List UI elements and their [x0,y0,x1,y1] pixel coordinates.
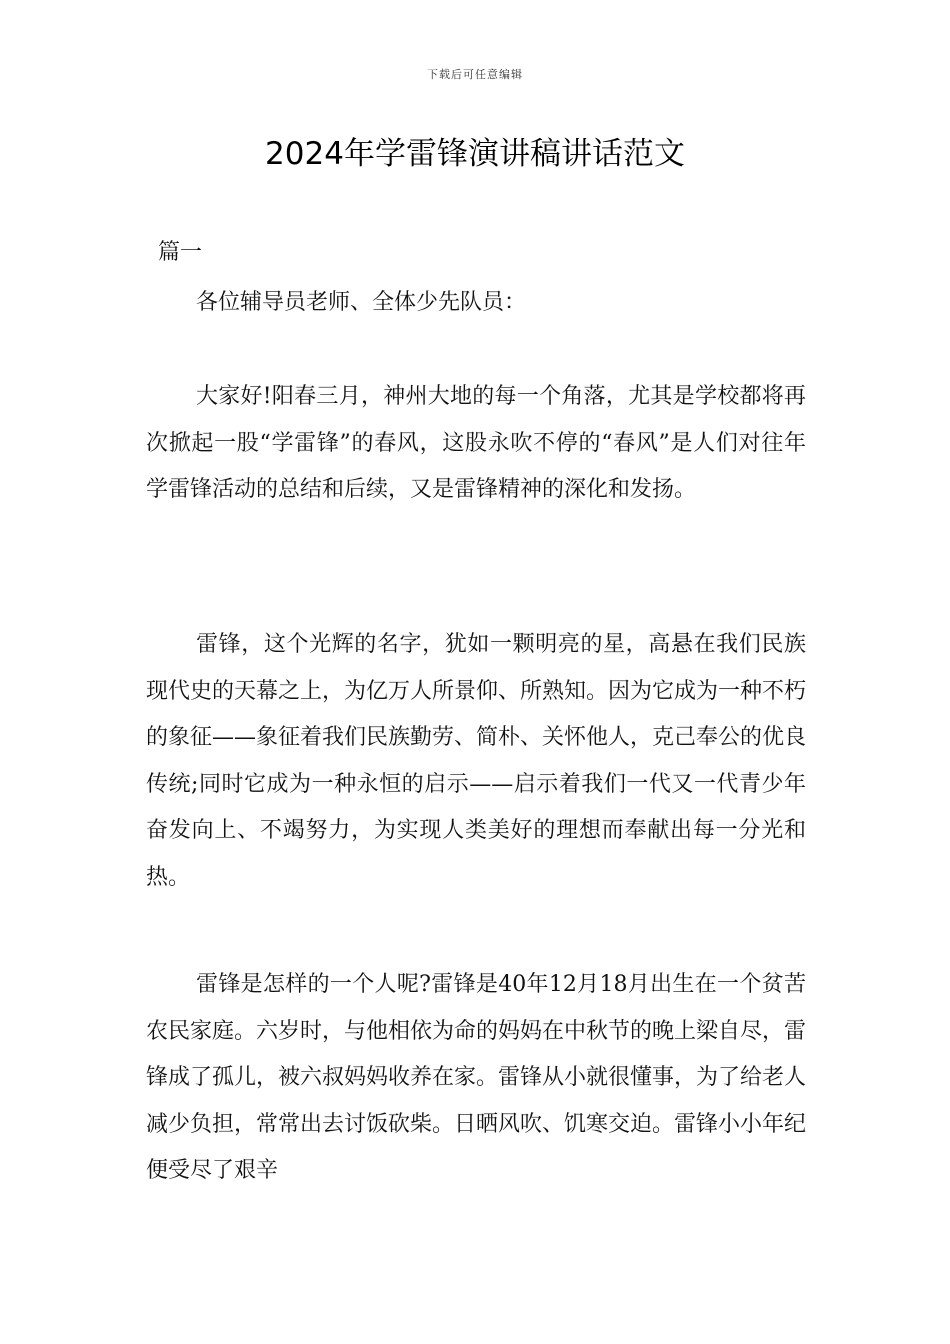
header-note: 下载后可任意编辑 [427,68,523,81]
section-label: 篇一 [158,240,203,265]
body-paragraph: 雷锋，这个光辉的名字，犹如一颗明亮的星，高悬在我们民族现代史的天幕之上，为亿万人所景仰、所熟知。因为它成为一种不朽的象征——象征着我们民族勤劳、简朴、关怀他人，克己奉公的优良传统;同时它成为一种永恒的启示——启示着我们一代又一代青少年奋发向上、不竭努力，为实现人类美好的理想而奉献出每一分光和热。 [146,632,807,890]
salutation: 各位辅导员老师、全体少先队员： [196,290,527,315]
body-paragraph: 雷锋是怎样的一个人呢?雷锋是40年12月18月出生在一个贫苦农民家庭。六岁时，与他相依为命的妈妈在中秋节的晚上梁自尽，雷锋成了孤儿，被六叔妈妈收养在家。雷锋从小就很懂事，为了给老人减少负担，常常出去讨饭砍柴。日晒风吹、饥寒交迫。雷锋小小年纪便受尽了艰辛 [146,972,807,1183]
document-title: 2024年学雷锋演讲稿讲话范文 [265,136,685,172]
body-paragraph: 大家好!阳春三月，神州大地的每一个角落，尤其是学校都将再次掀起一股“学雷锋”的春风，这股永吹不停的“春风”是人们对往年学雷锋活动的总结和后续，又是雷锋精神的深化和发扬。 [146,384,806,502]
